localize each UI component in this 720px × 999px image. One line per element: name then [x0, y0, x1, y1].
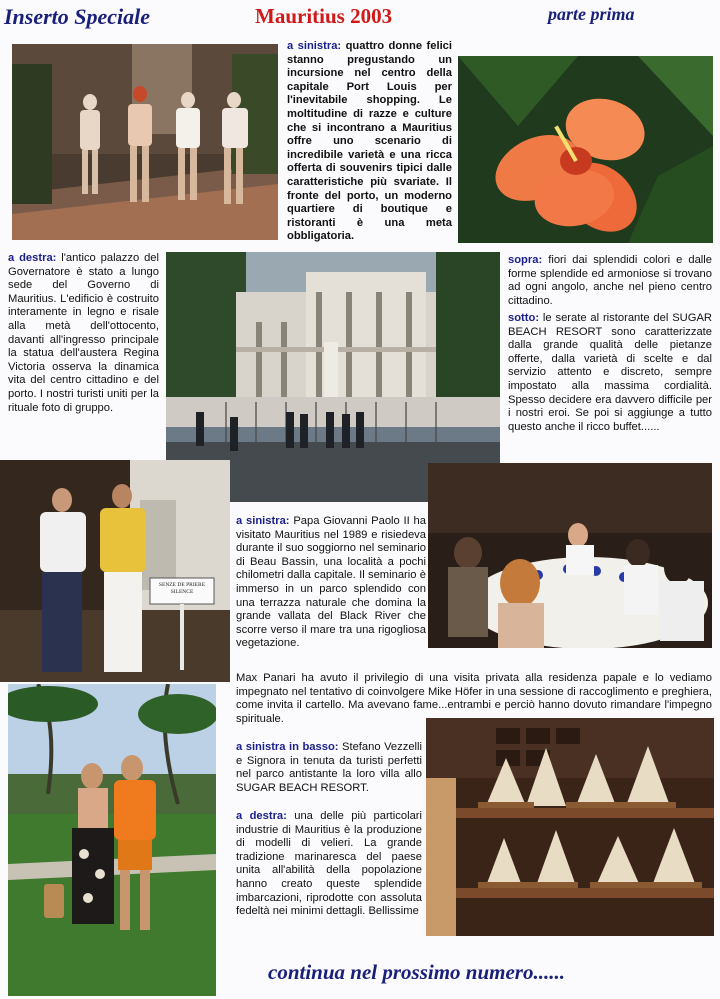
- photo-restaurant-dinner: [428, 463, 712, 648]
- caption-pope: a sinistra: Papa Giovanni Paolo II ha visitato Mauritius nel 1989 e risiedeva durante il suo soggiorno nel seminario di Beau Bassin, una località a pochi chilometri dalla capitale. Il seminario è immerso in un parco splendido con una terrazza naturale che domina la grande vallata del Black River che scorre verso il mare tra una rigogliosa vegetazione.: [236, 515, 426, 650]
- caption-ships: a destra: una delle più particolari industrie di Mauritius è la produzione di modelli di velieri. La grande tradizione marinaresca del paese unita all'abilità della popolazione hanno creato queste splendide imbarcazioni, riprodotte con assoluta fedeltà nei minimi dettagli. Bellissime: [236, 810, 423, 918]
- caption-max: Max Panari ha avuto il privilegio di una visita privata alla residenza papale e lo vediamo impegnato nel tentativo di coinvolgere Mike Höfer in una sessione di raccoglimento e preghiera, come invita il cartello. Ma avevano fame...entrambi e perciò hanno dovuto rimandare l'impegno spirituale.: [236, 672, 712, 725]
- photo-couple-lawn: [8, 684, 216, 996]
- caption-palace: a destra: l'antico palazzo del Governatore è stato a lungo sede del Governo di Mauritius. L'edificio è costruito interamente in legno e risale alla metà dell'ottocento, davanti all'ingresso principale la statua dell'austera Regina Victoria osserva la dinamica vita del centro cittadino e del porto. I nostri turisti uniti per la rituale foto di gruppo.: [8, 252, 159, 414]
- section-label: Inserto Speciale: [4, 4, 151, 29]
- caption-shopping: a sinistra: quattro donne felici stanno pregustando un incursione nel centro della capitale Port Louis per l'inevitabile shopping. Le moltitudine di razze e culture che si incontrano a Mauritius offre uno scenario di incredibile varietà e una ricca offerta di souvenirs tipici dalle caratteristiche più svariate. Il fronte del porto, un moderno quartiere di boutique e ristoranti è una meta obbligatoria.: [287, 40, 453, 243]
- caption-flowers: sopra: fiori dai splendidi colori e dalle forme splendide ed armoniose si trovano ad ogni angolo, anche nel pieno centro cittadino.: [508, 254, 712, 307]
- photo-shopping-women: [12, 44, 278, 240]
- caption-restaurant: sotto: le serate al ristorante del SUGAR BEACH RESORT sono caratterizzate dalla grande qualità delle pietanze offerte, dalla varietà di scelte e dal servizio attento e discreto, sempre impostato alla massima cordialità. Spesso decidere era davvero difficile per i nostri eroi. Se poi si aggiunge a tutto questo anche il ricco buffet......: [508, 312, 712, 433]
- photo-seminary-men: [0, 460, 230, 682]
- page-title: Mauritius 2003: [255, 4, 393, 28]
- continued-notice: continua nel prossimo numero......: [268, 960, 565, 984]
- photo-ship-models: [426, 718, 714, 936]
- caption-couple: a sinistra in basso: Stefano Vezzelli e Signora in tenuta da turisti perfetti nel parco antistante la loro villa allo SUGAR BEACH RESORT.: [236, 741, 423, 794]
- part-label: parte prima: [548, 4, 635, 24]
- sign-silence: SENZE DE PRIERE SILENCE: [158, 582, 206, 595]
- photo-hibiscus-flower: [458, 56, 713, 243]
